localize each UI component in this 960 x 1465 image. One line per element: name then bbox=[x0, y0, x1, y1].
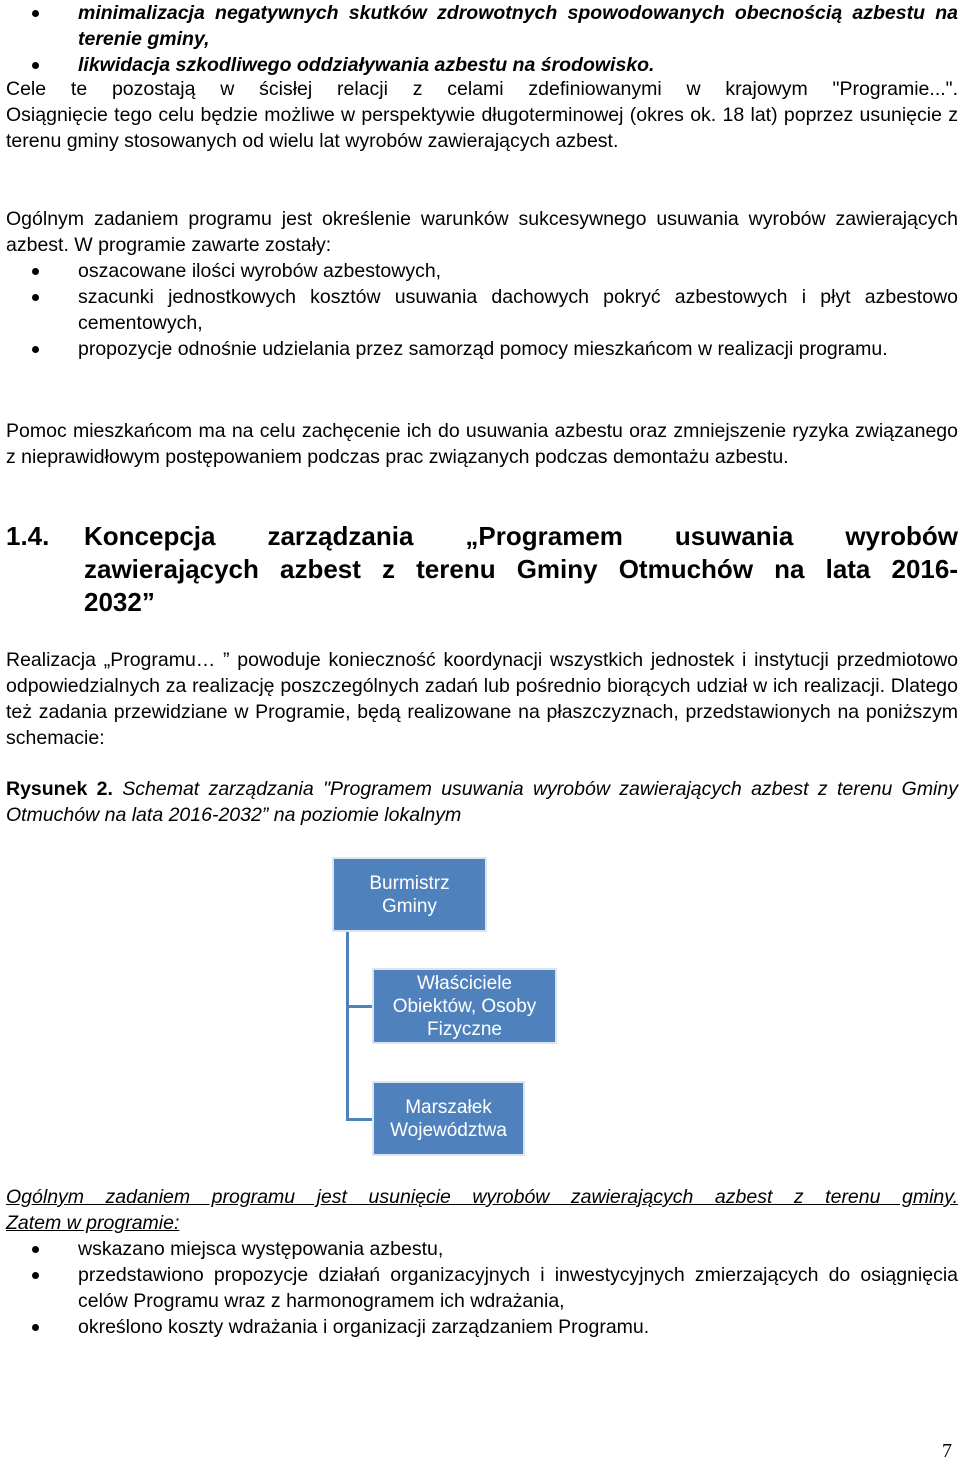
diagram-connector-vertical bbox=[346, 930, 349, 1120]
list-2-item-1: oszacowane ilości wyrobów azbestowych, bbox=[6, 258, 958, 284]
figure-label: Rysunek 2. bbox=[6, 778, 113, 800]
section-heading-line-1: Koncepcja zarządzania „Programem usuwania wyrobów bbox=[84, 521, 958, 551]
paragraph-3 bbox=[6, 418, 958, 470]
paragraph-4 bbox=[6, 647, 958, 751]
list-5-item-2: przedstawiono propozycje działań organizacyjnych i inwestycyjnych zmierzających do osiągnięcia celów Programu wraz z harmonogramem ich wdrażania, bbox=[6, 1262, 958, 1314]
box-marshal-line-1: Marszałek bbox=[405, 1096, 492, 1118]
section-heading bbox=[6, 520, 958, 619]
diagram-connector-to-box2 bbox=[346, 1005, 373, 1008]
paragraph-4-text: Realizacja „Programu… ” powoduje konieczność koordynacji wszystkich jednostek i instytucji przedmiotowo odpowiedzialnych za realizację poszczególnych zadań lub pośrednio biorących udział w ich realizacji. Dlatego też zadania przewidziane w Programie, będą realizowane na płaszczyznach, przedstawionych na poniższym schemacie: bbox=[6, 649, 958, 749]
box-owners-line-3: Fizyczne bbox=[427, 1018, 502, 1040]
paragraph-3-text: Pomoc mieszkańcom ma na celu zachęcenie ich do usuwania azbestu oraz zmniejszenie ryzyka związanego z nieprawidłowym postępowaniem podczas prac związanych podczas demontażu azbestu. bbox=[6, 420, 958, 468]
section-heading-line-2: zawierających azbest z terenu Gminy Otmuchów na lata 2016- bbox=[84, 554, 958, 584]
paragraph-1-line-1: Cele te pozostają w ścisłej relacji z celami zdefiniowanymi w krajowym "Programie...". bbox=[6, 78, 958, 100]
paragraph-5 bbox=[6, 1184, 958, 1340]
list-2-item-2: szacunki jednostkowych kosztów usuwania dachowych pokryć azbestowych i płyt azbestowo cementowych, bbox=[6, 284, 958, 336]
box-mayor-line-1: Burmistrz bbox=[369, 872, 450, 894]
section-number: 1.4. bbox=[6, 521, 50, 551]
list-5-item-3: określono koszty wdrażania i organizacji zarządzaniem Programu. bbox=[6, 1314, 958, 1340]
list-5-item-1: wskazano miejsca występowania azbestu, bbox=[6, 1236, 958, 1262]
top-bullet-1: minimalizacja negatywnych skutków zdrowotnych spowodowanych obecnością azbestu na terenie gminy, bbox=[6, 0, 958, 52]
section-heading-line-3: 2032” bbox=[84, 587, 155, 617]
paragraph-2 bbox=[6, 206, 958, 362]
diagram-box-mayor bbox=[332, 857, 487, 932]
list-2-item-3: propozycje odnośnie udzielania przez samorząd pomocy mieszkańcom w realizacji programu. bbox=[6, 336, 958, 362]
diagram-box-owners bbox=[372, 968, 557, 1044]
diagram-box-marshal bbox=[372, 1081, 525, 1156]
paragraph-5-line-2: Zatem w programie: bbox=[6, 1212, 180, 1234]
top-bullet-list bbox=[6, 0, 958, 78]
diagram-connector-to-box3 bbox=[346, 1118, 373, 1121]
page-number: 7 bbox=[942, 1440, 952, 1462]
paragraph-1-rest: Osiągnięcie tego celu będzie możliwe w perspektywie długoterminowej (okres ok. 18 lat) poprzez usunięcie z terenu gminy stosowanych od wielu lat wyrobów zawierających azbest. bbox=[6, 104, 958, 152]
box-marshal-line-2: Województwa bbox=[390, 1119, 507, 1141]
figure-caption-text: Schemat zarządzania "Programem usuwania wyrobów zawierających azbest z terenu Gminy Otmuchów na lata 2016-2032” na poziomie lokalnym bbox=[6, 778, 958, 826]
box-owners-line-1: Właściciele bbox=[416, 972, 513, 994]
figure-caption bbox=[6, 776, 958, 828]
paragraph-2-text: Ogólnym zadaniem programu jest określenie warunków sukcesywnego usuwania wyrobów zawierających azbest. W programie zawarte zostały: bbox=[6, 208, 958, 256]
box-owners-line-2: Obiektów, Osoby bbox=[392, 995, 537, 1017]
top-bullet-2: likwidacja szkodliwego oddziaływania azbestu na środowisko. bbox=[6, 52, 958, 78]
paragraph-5-line-1: Ogólnym zadaniem programu jest usunięcie wyrobów zawierających azbest z terenu gminy. bbox=[6, 1186, 958, 1208]
paragraph-1 bbox=[6, 76, 958, 154]
box-mayor-line-2: Gminy bbox=[382, 895, 437, 917]
